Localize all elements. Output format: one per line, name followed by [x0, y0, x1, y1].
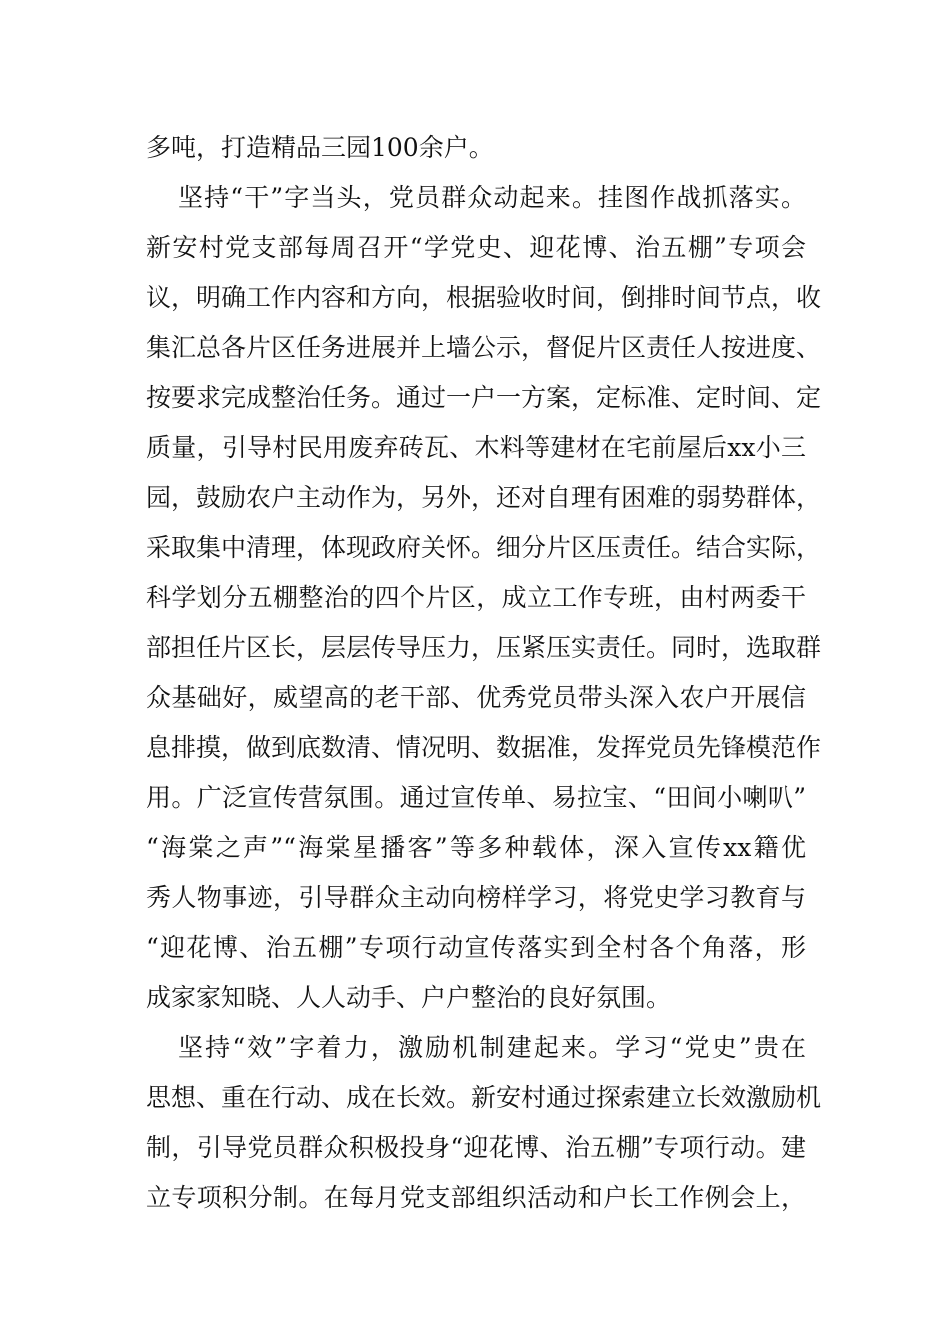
paragraph-line: 用。广泛宣传营氛围。通过宣传单、易拉宝、“田间小喇叭” [146, 783, 806, 812]
paragraph-line: 采取集中清理，体现政府关怀。细分片区压责任。结合实际， [146, 533, 822, 562]
paragraph-line: 部担任片区长，层层传导压力，压紧压实责任。同时，选取群 [146, 633, 822, 662]
paragraph-line: 秀人物事迹，引导群众主动向榜样学习，将党史学习教育与 [146, 883, 806, 912]
paragraph-line: 议，明确工作内容和方向，根据验收时间，倒排时间节点，收 [146, 283, 822, 312]
paragraph-line: 立专项积分制。在每月党支部组织活动和户长工作例会上， [146, 1183, 806, 1212]
paragraph-line: 坚持“干”字当头，党员群众动起来。挂图作战抓落实。 [178, 183, 806, 212]
paragraph-line: 按要求完成整治任务。通过一户一方案，定标准、定时间、定 [146, 383, 822, 412]
paragraph-line: 众基础好，威望高的老干部、优秀党员带头深入农户开展信 [146, 683, 806, 712]
paragraph-line: “迎花博、治五棚”专项行动宣传落实到全村各个角落，形 [146, 933, 806, 962]
paragraph-line: 多吨，打造精品三园100余户。 [146, 133, 494, 162]
paragraph-line: 科学划分五棚整治的四个片区，成立工作专班，由村两委干 [146, 583, 806, 612]
paragraph-line: 园，鼓励农户主动作为，另外，还对自理有困难的弱势群体， [146, 483, 822, 512]
paragraph-line: 制，引导党员群众积极投身“迎花博、治五棚”专项行动。建 [146, 1133, 806, 1162]
paragraph-line: 坚持“效”字着力，激励机制建起来。学习“党史”贵在 [178, 1033, 806, 1062]
paragraph-line: 质量，引导村民用废弃砖瓦、木料等建材在宅前屋后xx小三 [146, 433, 806, 462]
paragraph-line: 集汇总各片区任务进展并上墙公示，督促片区责任人按进度、 [146, 333, 822, 362]
paragraph-line: “海棠之声”“海棠星播客”等多种载体，深入宣传xx籍优 [146, 833, 806, 862]
paragraph-line: 思想、重在行动、成在长效。新安村通过探索建立长效激励机 [146, 1083, 822, 1112]
paragraph-line: 息排摸，做到底数清、情况明、数据准，发挥党员先锋模范作 [146, 733, 822, 762]
paragraph-line: 新安村党支部每周召开“学党史、迎花博、治五棚”专项会 [146, 233, 806, 262]
paragraph-line: 成家家知晓、人人动手、户户整治的良好氛围。 [146, 983, 672, 1012]
